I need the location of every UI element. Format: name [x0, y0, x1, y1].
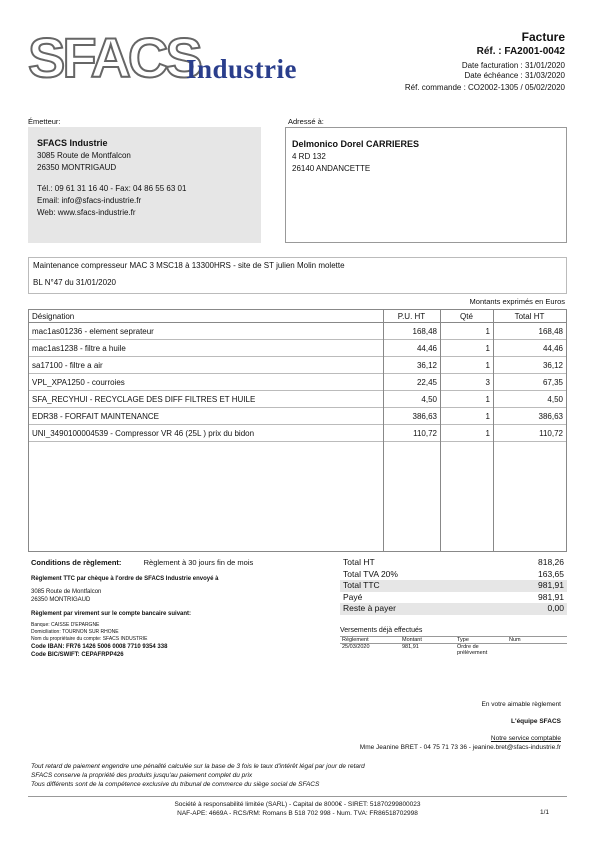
- emetteur-address2: 26350 MONTRIGAUD: [37, 163, 117, 172]
- emetteur-address1: 3085 Route de Montfalcon: [37, 151, 131, 160]
- vers-col-num: Num: [507, 637, 567, 644]
- bank-bic: Code BIC/SWIFT: CEPAFRPP426: [31, 652, 124, 658]
- cell-pu: 168,48: [383, 323, 440, 340]
- cell-pu: 44,46: [383, 340, 440, 357]
- vers-col-type: Type: [455, 637, 507, 644]
- col-pu: P.U. HT: [383, 310, 440, 323]
- vers-col-montant: Montant: [400, 637, 455, 644]
- versements-block: [340, 627, 567, 656]
- table-row: [29, 374, 566, 391]
- vers-montant: 981,91: [402, 644, 419, 650]
- conditions-label: Conditions de règlement:: [31, 558, 122, 567]
- destinataire-label: Adressé à:: [288, 117, 324, 126]
- team-signature: L'équipe SFACS: [511, 718, 561, 725]
- bank-domiciliation: Domiciliation: TOURNON SUR RHONE: [31, 629, 119, 635]
- invoice-object: [28, 257, 567, 294]
- bank-owner: Nom du propriétaire du compte: SFACS INDUSTRIE: [31, 636, 148, 642]
- legal-notes: [31, 762, 365, 789]
- cell-designation: UNI_3490100004539 - Compressor VR 46 (25L ) prix du bidon: [29, 425, 383, 442]
- versements-table: [340, 636, 567, 656]
- cell-qte: 1: [440, 408, 493, 425]
- conditions-value: Règlement à 30 jours fin de mois: [143, 558, 254, 567]
- cell-designation: VPL_XPA1250 - courroies: [29, 374, 383, 391]
- cell-total: 386,63: [493, 408, 566, 425]
- footer-divider: [28, 796, 567, 797]
- total-row: [340, 592, 567, 604]
- cell-designation: EDR38 - FORFAIT MAINTENANCE: [29, 408, 383, 425]
- cell-total: 67,35: [493, 374, 566, 391]
- total-value: 163,65: [538, 568, 564, 579]
- emetteur-web: Web: www.sfacs-industrie.fr: [37, 208, 136, 217]
- emetteur-label: Émetteur:: [28, 117, 61, 126]
- bank-name: Banque: CAISSE D'EPARGNE: [31, 622, 100, 628]
- ref-commande: Réf. commande : CO2002-1305 / 05/02/2020: [404, 83, 565, 92]
- items-table: [28, 309, 567, 552]
- invoice-ref: Réf. : FA2001-0042: [476, 46, 565, 57]
- service-contact: Mme Jeanine BRET - 04 75 71 73 36 - jeanine.bret@sfacs-industrie.fr: [359, 744, 561, 751]
- cell-designation: SFA_RECYHUI - RECYCLAGE DES DIFF FILTRES ET HUILE: [29, 391, 383, 408]
- emetteur-name: SFACS Industrie: [37, 138, 108, 148]
- company-logo: [28, 26, 318, 89]
- virement-title: Règlement par virement sur le compte bancaire suivant:: [31, 611, 192, 617]
- table-row: [29, 323, 566, 340]
- destinataire-name: Delmonico Dorel CARRIERES: [292, 139, 420, 149]
- vers-reglement: 25/03/2020: [342, 644, 370, 650]
- cheque-title: Règlement TTC par chèque à l'ordre de SFACS Industrie envoyé à: [31, 576, 219, 582]
- object-line2: BL N°47 du 31/01/2020: [33, 278, 116, 287]
- invoice-title: Facture: [521, 30, 565, 44]
- legal-line2: SFACS conserve la propriété des produits jusqu'au paiement complet du prix: [31, 772, 253, 779]
- cell-total: 168,48: [493, 323, 566, 340]
- cheque-addr2: 26350 MONTRIGAUD: [31, 597, 91, 603]
- cell-total: 44,46: [493, 340, 566, 357]
- service-title: Notre service comptable: [490, 735, 561, 742]
- cheque-addr1: 3085 Route de Montfalcon: [31, 589, 102, 595]
- total-row: [340, 603, 567, 615]
- table-row: [29, 391, 566, 408]
- footer-line2: NAF-APE: 4669A - RCS/RM: Romans B 518 702 998 - Num. TVA: FR86518702998: [177, 810, 418, 817]
- total-row: [340, 557, 567, 569]
- items-grid: [29, 310, 566, 442]
- bank-iban: Code IBAN: FR76 1426 5006 0008 7710 9354 338: [31, 644, 168, 650]
- cell-designation: mac1as01236 - element seprateur: [29, 323, 383, 340]
- table-row: [29, 425, 566, 442]
- cell-pu: 22,45: [383, 374, 440, 391]
- vers-num: [507, 644, 567, 657]
- cell-total: 36,12: [493, 357, 566, 374]
- total-label: Total TVA 20%: [343, 568, 398, 579]
- object-line1: Maintenance compresseur MAC 3 MSC18 à 13300HRS - site de ST julien Molin molette: [33, 261, 345, 270]
- col-designation: Désignation: [29, 310, 383, 323]
- logo-mark: SFACS: [28, 26, 200, 89]
- table-row: [29, 357, 566, 374]
- cell-pu: 36,12: [383, 357, 440, 374]
- vers-col-reglement: Règlement: [340, 637, 400, 644]
- cell-qte: 3: [440, 374, 493, 391]
- invoice-header: [405, 30, 565, 93]
- page-number: 1/1: [539, 809, 549, 816]
- emetteur-box: [28, 127, 261, 243]
- date-echeance: Date échéance : 31/03/2020: [464, 71, 565, 80]
- currency-note: Montants exprimés en Euros: [469, 297, 565, 306]
- vers-type: Ordre de prélèvement: [457, 644, 488, 656]
- cell-pu: 4,50: [383, 391, 440, 408]
- total-value: 0,00: [547, 603, 564, 613]
- bank-details: [31, 622, 167, 659]
- logo-subtitle: Industrie: [186, 54, 298, 84]
- destinataire-box: [285, 127, 567, 243]
- emetteur-tel: Tél.: 09 61 31 16 40 - Fax: 04 86 55 63 01: [37, 184, 187, 193]
- salutation: En votre aimable règlement: [481, 701, 561, 708]
- total-row: [340, 580, 567, 592]
- payment-conditions: [31, 558, 253, 567]
- cell-designation: sa17100 - filtre a air: [29, 357, 383, 374]
- cell-designation: mac1as1238 - filtre a huile: [29, 340, 383, 357]
- cell-total: 110,72: [493, 425, 566, 442]
- legal-line3: Tous différents sont de la compétence exclusive du tribunal de commerce du siège social de SFACS: [31, 781, 320, 788]
- totals-block: [340, 557, 567, 615]
- total-label: Total HT: [343, 557, 375, 567]
- table-row: [29, 408, 566, 425]
- cell-qte: 1: [440, 323, 493, 340]
- cell-qte: 1: [440, 425, 493, 442]
- destinataire-address1: 4 RD 132: [292, 152, 326, 161]
- legal-line1: Tout retard de paiement engendre une pénalité calculée sur la base de 3 fois le taux d'intérêt légal par jour de retard: [31, 763, 365, 770]
- emetteur-email: Email: info@sfacs-industrie.fr: [37, 196, 142, 205]
- total-label: Reste à payer: [343, 603, 396, 613]
- footer: [0, 800, 595, 818]
- date-facturation: Date facturation : 31/01/2020: [461, 61, 565, 70]
- cell-pu: 386,63: [383, 408, 440, 425]
- total-row: [340, 569, 567, 581]
- destinataire-address2: 26140 ANDANCETTE: [292, 164, 371, 173]
- total-label: Total TTC: [343, 580, 380, 590]
- col-qte: Qté: [440, 310, 493, 323]
- total-label: Payé: [343, 591, 363, 602]
- cheque-address: [31, 588, 101, 604]
- col-total: Total HT: [493, 310, 566, 323]
- footer-line1: Société à responsabilité limitée (SARL) - Capital de 8000€ - SIRET: 51870299800023: [174, 801, 421, 808]
- table-row: [29, 340, 566, 357]
- cell-qte: 1: [440, 340, 493, 357]
- cell-pu: 110,72: [383, 425, 440, 442]
- total-value: 981,91: [538, 580, 564, 590]
- total-value: 818,26: [538, 557, 564, 567]
- total-value: 981,91: [538, 591, 564, 602]
- versements-title: Versements déjà effectués: [340, 627, 423, 634]
- cell-qte: 1: [440, 391, 493, 408]
- cell-total: 4,50: [493, 391, 566, 408]
- cell-qte: 1: [440, 357, 493, 374]
